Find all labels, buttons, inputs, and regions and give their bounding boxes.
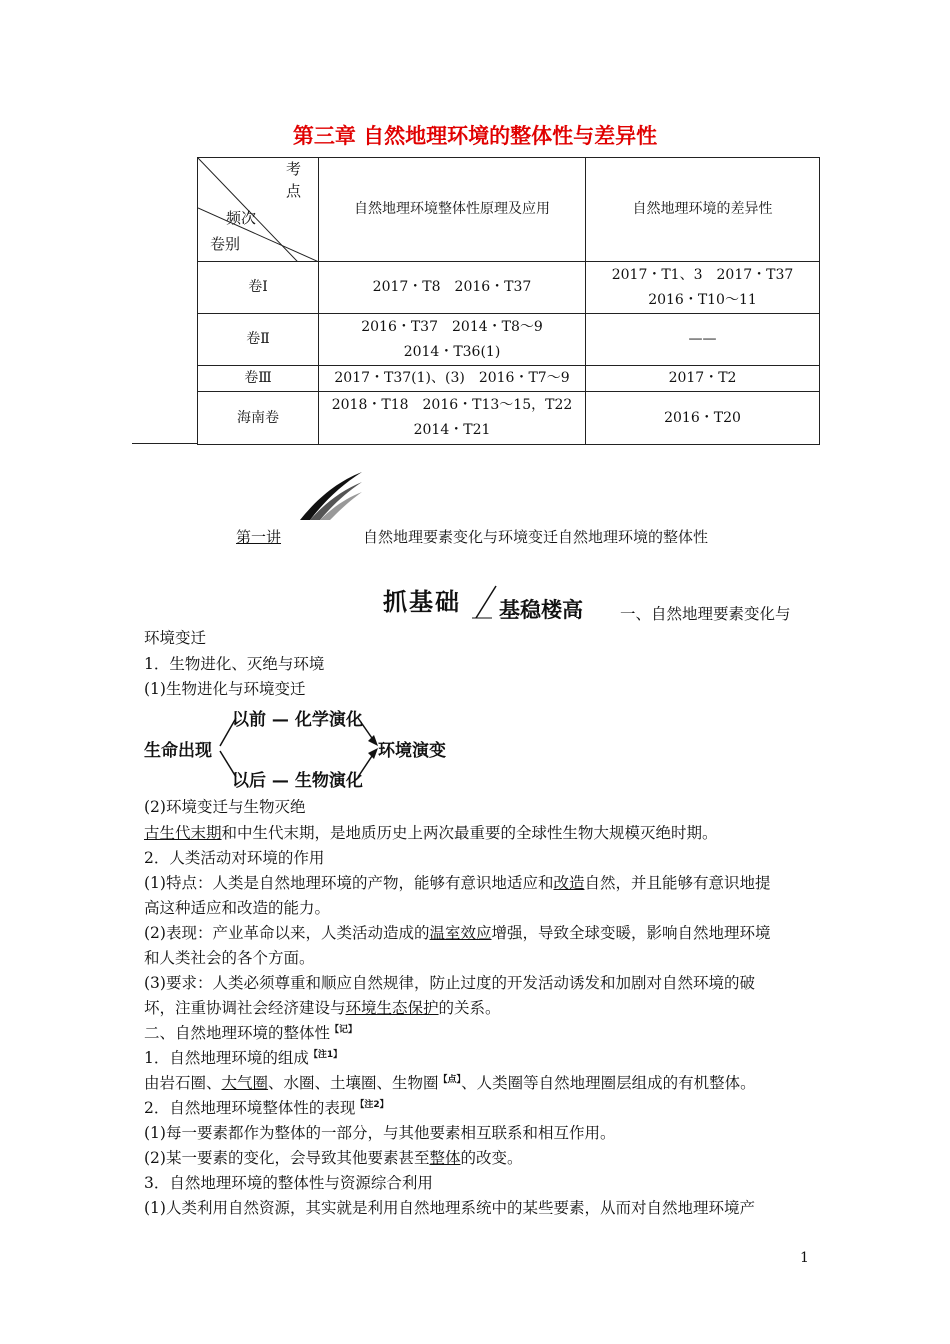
table-row <box>198 314 820 366</box>
swoosh-logo-icon <box>296 470 366 522</box>
s1-item2-p3: (3)要求：人类必须尊重和顺应自然规律，防止过度的开发活动诱发和加剧对自然环境的破 <box>144 974 755 992</box>
note-tag: 【注2】 <box>355 1099 389 1110</box>
table-row <box>198 366 820 392</box>
s2-item2: 2．自然地理环境整体性的表现$^{【注2】}$ <box>144 1099 389 1117</box>
table-row <box>198 392 820 445</box>
corner-label-kao: 考 点 <box>286 160 302 200</box>
s1-item2: 2．人类活动对环境的作用 <box>144 849 325 867</box>
s1-item2-p3-cont: 坏，注重协调社会经济建设与环境生态保护的关系。 <box>144 999 501 1017</box>
column-header: 自然地理环境的差异性 <box>586 158 820 262</box>
flow-end: 环境演变 <box>378 741 446 761</box>
note-tag: 【点】 <box>438 1074 462 1085</box>
banner-slash-icon <box>472 584 498 620</box>
s1-item1: 1．生物进化、灭绝与环境 <box>144 655 325 673</box>
table-cell: 2016・T37 2014・T8～9 2014・T36(1) <box>319 314 586 366</box>
row-label: 卷Ⅰ <box>198 262 319 314</box>
note-tag: 【注1】 <box>308 1049 343 1060</box>
table-cell: 2017・T37(1)、(3) 2016・T7～9 <box>319 366 586 392</box>
s1-item2-p2: (2)表现：产业革命以来，人类活动造成的温室效应增强，导致全球变暖，影响自然地理环境 <box>144 924 771 942</box>
column-header: 自然地理环境整体性原理及应用 <box>319 158 586 262</box>
section1-heading-b: 环境变迁 <box>144 629 207 647</box>
s2-item3-p1: (1)人类利用自然资源，其实就是利用自然地理系统中的某些要素，从而对自然地理环境产 <box>144 1199 755 1217</box>
table-cell: 2018・T18 2016・T13～15，T22 2014・T21 <box>319 392 586 445</box>
table-cell: —— <box>586 314 820 366</box>
chapter-title: 第三章 自然地理环境的整体性与差异性 <box>292 124 658 148</box>
section2-heading: 二、自然地理环境的整体性$^{【记】}$ <box>144 1024 358 1042</box>
row-label: 卷Ⅲ <box>198 366 319 392</box>
s2-item2-p2: (2)某一要素的变化，会导致其他要素甚至整体的改变。 <box>144 1149 523 1167</box>
s2-item3: 3．自然地理环境的整体性与资源综合利用 <box>144 1174 433 1192</box>
flow-after: 以后 — 生物演化 <box>232 771 363 791</box>
table-baseline-rule <box>132 443 198 444</box>
page-number: 1 <box>800 1250 809 1266</box>
flow-before: 以前 — 化学演化 <box>232 710 363 730</box>
table-cell: 2017・T8 2016・T37 <box>319 262 586 314</box>
table-row <box>198 262 820 314</box>
evolution-flowchart <box>144 703 464 793</box>
note-tag: 【记】 <box>330 1024 358 1035</box>
lecture-label: 第一讲 <box>236 528 282 546</box>
s1-item1-sub2: (2)环境变迁与生物灭绝 <box>144 798 306 816</box>
row-label: 海南卷 <box>198 392 319 445</box>
table-corner-header <box>198 158 319 262</box>
banner-main: 抓基础 <box>383 588 461 616</box>
s2-item1-p: 由岩石圈、大气圈、水圈、土壤圈、生物圈$^{【点】}$、人类圈等自然地理圈层组成的有机整体。 <box>144 1074 756 1092</box>
s2-item2-p1: (1)每一要素都作为整体的一部分，与其他要素相互联系和相互作用。 <box>144 1124 616 1142</box>
table-cell: 2017・T1、3 2017・T37 2016・T10～11 <box>586 262 820 314</box>
s1-item2-p1-cont: 高这种适应和改造的能力。 <box>144 899 331 917</box>
s1-item2-p2-cont: 和人类社会的各个方面。 <box>144 949 315 967</box>
row-label: 卷Ⅱ <box>198 314 319 366</box>
lecture-title: 自然地理要素变化与环境变迁自然地理环境的整体性 <box>363 528 709 546</box>
exam-frequency-table <box>197 157 819 444</box>
table-cell: 2016・T20 <box>586 392 820 445</box>
section1-heading-a: 一、自然地理要素变化与 <box>620 605 791 623</box>
corner-label-juanbie: 卷别 <box>210 235 241 253</box>
s1-item2-p1: (1)特点：人类是自然地理环境的产物，能够有意识地适应和改造自然，并且能够有意识地提 <box>144 874 771 892</box>
s2-item1: 1．自然地理环境的组成$^{【注1】}$ <box>144 1049 343 1067</box>
table-cell: 2017・T2 <box>586 366 820 392</box>
s1-item1-sub1: (1)生物进化与环境变迁 <box>144 680 306 698</box>
banner-sub: 基稳楼高 <box>499 598 583 622</box>
s1-extinction-line: 古生代末期和中生代末期，是地质历史上两次最重要的全球性生物大规模灭绝时期。 <box>144 824 718 842</box>
flow-start: 生命出现 <box>144 741 212 761</box>
corner-label-pinci: 频次 <box>226 209 257 227</box>
